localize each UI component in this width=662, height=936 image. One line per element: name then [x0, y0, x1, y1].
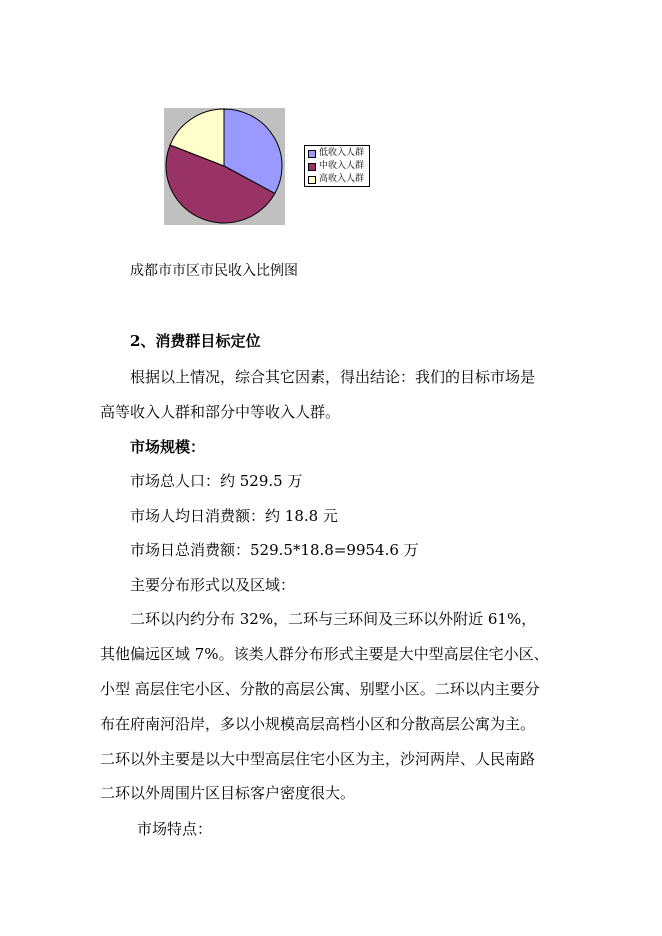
- para1-line1: 根据以上情况，综合其它因素，得出结论：我们的目标市场是: [130, 368, 536, 386]
- legend-label-mid: 中收入人群: [319, 161, 365, 171]
- population-line: 市场总人口：约 529.5 万: [130, 472, 303, 490]
- chart-legend: [304, 145, 370, 187]
- para1-line2: 高等收入人群和部分中等收入人群。: [100, 403, 341, 421]
- para2-line: 二环以外主要是以大中型高层住宅小区为主，沙河两岸、人民南路: [100, 750, 536, 768]
- section-title: 2、消费群目标定位: [130, 332, 261, 350]
- legend-item-low: [308, 147, 369, 160]
- legend-swatch-high: [308, 176, 316, 184]
- legend-swatch-mid: [308, 163, 316, 171]
- legend-item-mid: [308, 160, 369, 173]
- legend-label-low: 低收入人群: [319, 148, 365, 158]
- distribution-heading: 主要分布形式以及区域：: [130, 576, 296, 594]
- pie-chart: [164, 108, 285, 225]
- para2-line: 二环以外周围片区目标客户密度很大。: [100, 784, 356, 802]
- daily-per-capita-line: 市场人均日消费额：约 18.8 元: [130, 507, 338, 525]
- chart-caption: 成都市市区市民收入比例图: [130, 263, 298, 279]
- market-size-heading: 市场规模：: [130, 438, 206, 456]
- para2-line: 布在府南河沿岸，多以小规模高层高档小区和分散高层公寓为主。: [100, 715, 536, 733]
- para2-line: 小型 高层住宅小区、分散的高层公寓、别墅小区。二环以内主要分: [100, 680, 540, 698]
- pie-chart-svg: [164, 108, 285, 225]
- legend-label-high: 高收入人群: [319, 174, 365, 184]
- legend-swatch-low: [308, 150, 316, 158]
- features-heading: 市场特点：: [137, 820, 213, 838]
- para2-line: 其他偏远区域 7%。该类人群分布形式主要是大中型高层住宅小区、: [100, 645, 549, 663]
- para2-line: 二环以内约分布 32%，二环与三环间及三环以外附近 61%，: [130, 610, 537, 628]
- legend-item-high: [308, 173, 369, 186]
- daily-total-line: 市场日总消费额：529.5*18.8=9954.6 万: [130, 541, 419, 559]
